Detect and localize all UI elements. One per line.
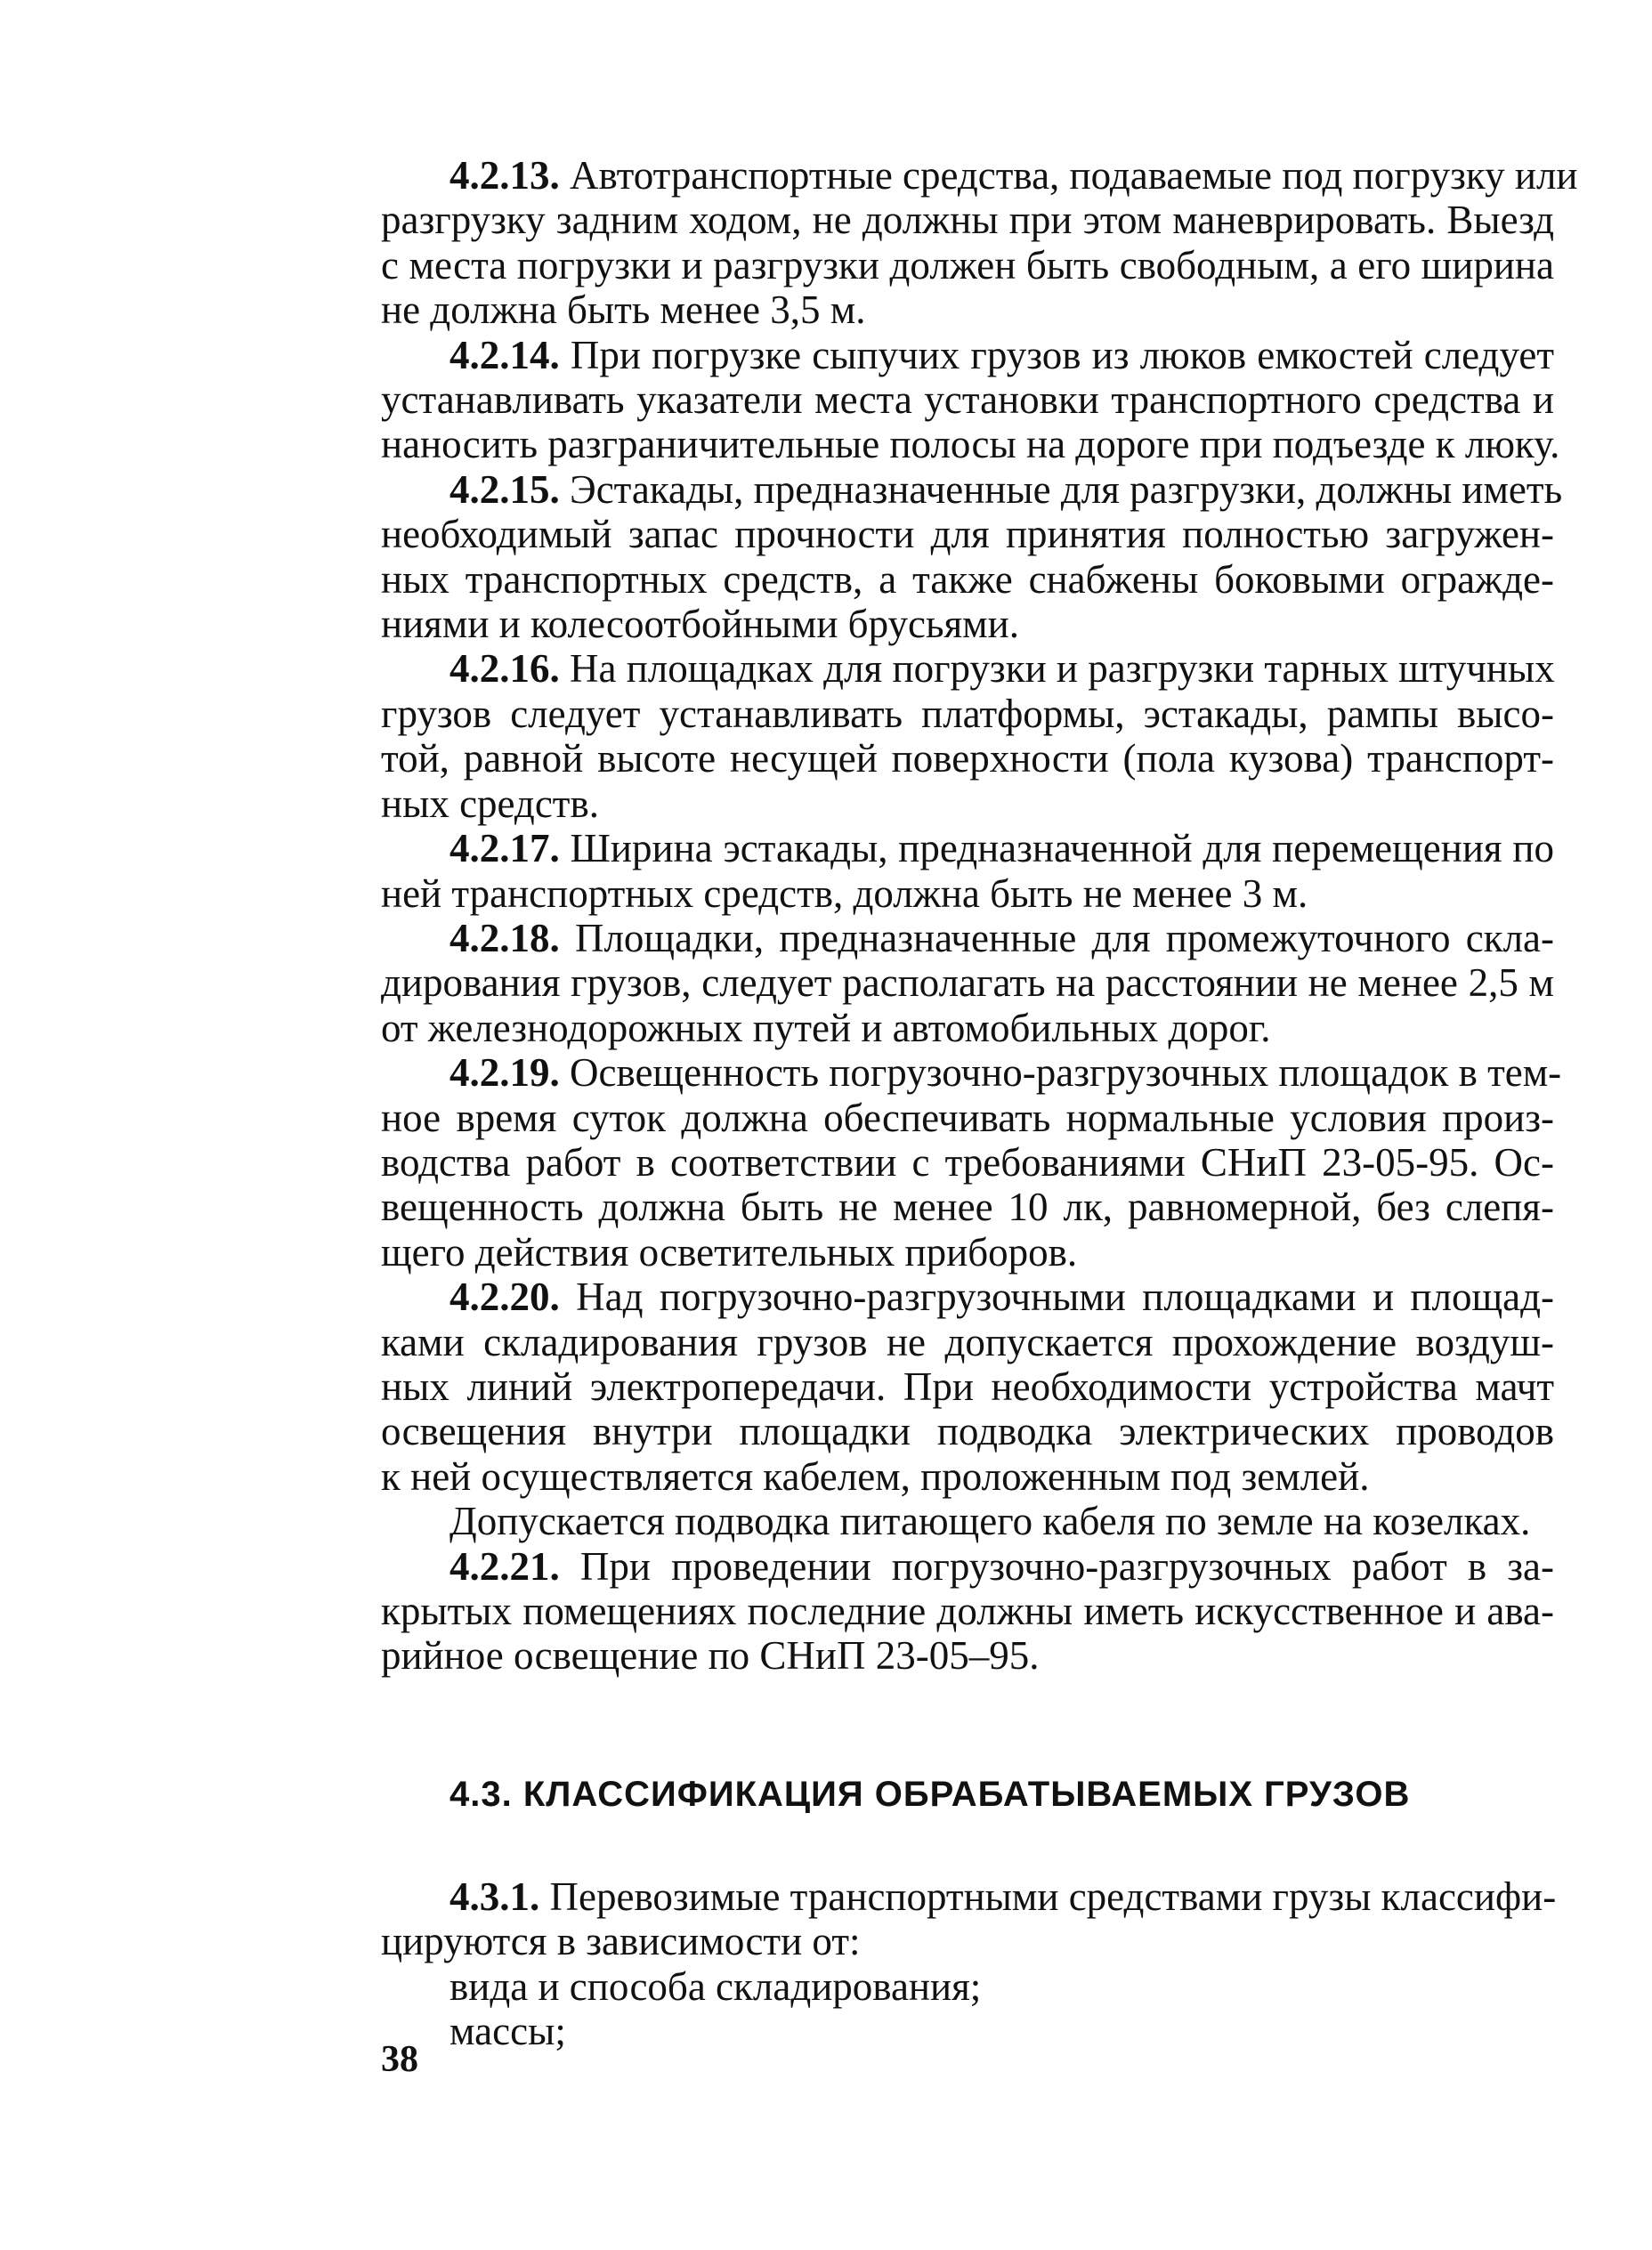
paragraph-line — [381, 602, 1554, 646]
paragraph — [381, 1874, 1557, 1964]
line-text: к ней осуществляется кабелем, проложенным под землей. — [381, 1453, 1370, 1499]
paragraph-line — [381, 871, 1554, 916]
paragraph-line — [381, 960, 1554, 1005]
line-text: Над погрузочно-разгрузочными площадками и площад- — [559, 1275, 1554, 1320]
line-text: ниями и колесоотбойными брусьями. — [381, 602, 1019, 647]
clause-number: 4.2.13. — [449, 153, 560, 198]
line-text: ней транспортных средств, должна быть не менее 3 м. — [381, 870, 1308, 916]
paragraph-line — [381, 1230, 1554, 1275]
line-text: щего действия осветительных приборов. — [381, 1229, 1078, 1275]
clause-number: 4.2.15. — [449, 466, 560, 512]
line-text: вещенность должна быть не менее 10 лк, равномерной, без слепя- — [381, 1185, 1554, 1230]
paragraph-line — [381, 1275, 1554, 1319]
clause-number: 4.2.17. — [449, 826, 560, 871]
paragraph — [381, 646, 1554, 826]
line-text: ками складирования грузов не допускается прохождение воздуш- — [381, 1319, 1554, 1364]
paragraph — [381, 1544, 1554, 1679]
paragraph-line — [381, 1320, 1554, 1364]
paragraph-line — [381, 1919, 1554, 1963]
classification-list — [381, 1964, 1554, 2054]
line-text: ное время суток должна обеспечивать нормальные условия произ- — [381, 1095, 1554, 1140]
clause-number: 4.2.20. — [449, 1275, 560, 1320]
paragraph — [381, 826, 1554, 916]
paragraph-line — [381, 1454, 1554, 1499]
page-number: 38 — [381, 2039, 418, 2080]
paragraph-line — [381, 287, 1554, 332]
paragraph-line — [381, 1096, 1554, 1140]
paragraph — [381, 1050, 1562, 1275]
line-text: освещения внутри площадки подводка электрических проводов — [381, 1409, 1554, 1454]
paragraph-line — [381, 1874, 1557, 1919]
paragraph-line — [381, 1633, 1554, 1678]
paragraph-line — [381, 1006, 1554, 1050]
section-content — [381, 1874, 1557, 2054]
line-text: Ширина эстакады, предназначенной для перемещения по — [559, 826, 1554, 871]
line-text: ных транспортных средств, а также снабжены боковыми огражде- — [381, 556, 1554, 602]
line-text: с места погрузки и разгрузки должен быть свободным, а его ширина — [381, 242, 1554, 287]
line-text: дирования грузов, следует располагать на расстоянии не менее 2,5 м — [381, 960, 1554, 1006]
section-heading: 4.3. КЛАССИФИКАЦИЯ ОБРАБАТЫВАЕМЫХ ГРУЗОВ — [449, 1774, 1411, 1814]
line-text: ных средств. — [381, 781, 599, 826]
paragraph-line — [381, 422, 1560, 467]
paragraph-line — [381, 646, 1554, 691]
line-text: крытых помещениях последние должны иметь искусственное и ава- — [381, 1589, 1554, 1633]
line-text: грузов следует устанавливать платформы, эстакады, рампы высо- — [381, 691, 1554, 736]
paragraph-line — [381, 736, 1554, 781]
paragraph-line — [381, 1140, 1554, 1185]
line-text: Освещенность погрузочно-разгрузочных площадок в тем- — [559, 1050, 1562, 1096]
section-paragraph — [381, 1874, 1557, 1964]
clause-number: 4.2.18. — [449, 915, 560, 960]
paragraph-line — [381, 557, 1554, 602]
clause-number: 4.2.21. — [449, 1543, 560, 1589]
paragraph-line — [381, 1364, 1554, 1409]
line-text: Допускается подводка питающего кабеля по земле на козелках. — [449, 1499, 1531, 1544]
line-text: рийное освещение по СНиП 23-05–95. — [381, 1633, 1040, 1679]
paragraph-line — [381, 333, 1554, 377]
paragraph-line — [381, 1409, 1554, 1453]
line-text: При проведении погрузочно-разгрузочных работ в за- — [559, 1543, 1554, 1589]
line-text: необходимый запас прочности для принятия полностью загружен- — [381, 512, 1554, 557]
paragraph-line — [381, 916, 1554, 960]
paragraph-line — [381, 826, 1554, 870]
line-text: ных линий электропередачи. При необходимости устройства мачт — [381, 1364, 1554, 1409]
line-text: Площадки, предназначенные для промежуточного скла- — [559, 915, 1554, 960]
clause-number: 4.3.1. — [449, 1874, 540, 1919]
paragraph-line — [381, 1499, 1554, 1543]
paragraph-line — [381, 1050, 1562, 1096]
line-text: той, равной высоте несущей поверхности (пола кузова) транспорт- — [381, 736, 1554, 781]
paragraph-line — [381, 1544, 1554, 1589]
paragraph-line — [381, 153, 1578, 198]
clause-number: 4.2.16. — [449, 646, 560, 692]
paragraph — [381, 1275, 1554, 1499]
paragraph-line — [381, 781, 1554, 826]
line-text: На площадках для погрузки и разгрузки тарных штучных — [559, 646, 1555, 692]
paragraph — [381, 153, 1578, 333]
line-text: устанавливать указатели места установки транспортного средства и — [381, 377, 1554, 423]
line-text: Эстакады, предназначенные для разгрузки, должны иметь — [559, 466, 1563, 512]
paragraph-line — [381, 243, 1554, 287]
paragraph-line — [381, 1589, 1554, 1633]
paragraph-line — [381, 692, 1554, 736]
line-text: разгрузку задним ходом, не должны при этом маневрировать. Выезд — [381, 198, 1554, 243]
clause-number: 4.2.19. — [449, 1050, 560, 1096]
line-text: от железнодорожных путей и автомобильных дорог. — [381, 1005, 1271, 1050]
paragraph-line — [381, 466, 1563, 512]
paragraph-line — [381, 377, 1554, 422]
paragraph — [381, 1499, 1554, 1543]
line-text: При погрузке сыпучих грузов из люков емкостей следует — [559, 332, 1554, 377]
paragraph — [381, 466, 1563, 647]
line-text: водства работ в соответствии с требованиями СНиП 23-05-95. Ос- — [381, 1139, 1554, 1185]
paragraph — [381, 332, 1560, 467]
line-text: не должна быть менее 3,5 м. — [381, 287, 866, 333]
paragraph-block — [381, 153, 1578, 1679]
line-text: цируются в зависимости от: — [381, 1919, 861, 1964]
line-text: Перевозимые транспортными средствами грузы классифи- — [539, 1874, 1557, 1919]
paragraph-line — [381, 198, 1554, 242]
list-item: массы; — [449, 2009, 566, 2054]
paragraph — [381, 916, 1554, 1050]
list-item: вида и способа складирования; — [449, 1963, 982, 2009]
line-text: Автотранспортные средства, подаваемые под погрузку или — [559, 153, 1578, 198]
line-text: наносить разграничительные полосы на дороге при подъезде к люку. — [381, 422, 1560, 467]
clause-number: 4.2.14. — [449, 332, 560, 377]
paragraph-line — [381, 512, 1554, 556]
paragraph-line — [381, 1185, 1554, 1229]
document-page — [381, 153, 1578, 2054]
